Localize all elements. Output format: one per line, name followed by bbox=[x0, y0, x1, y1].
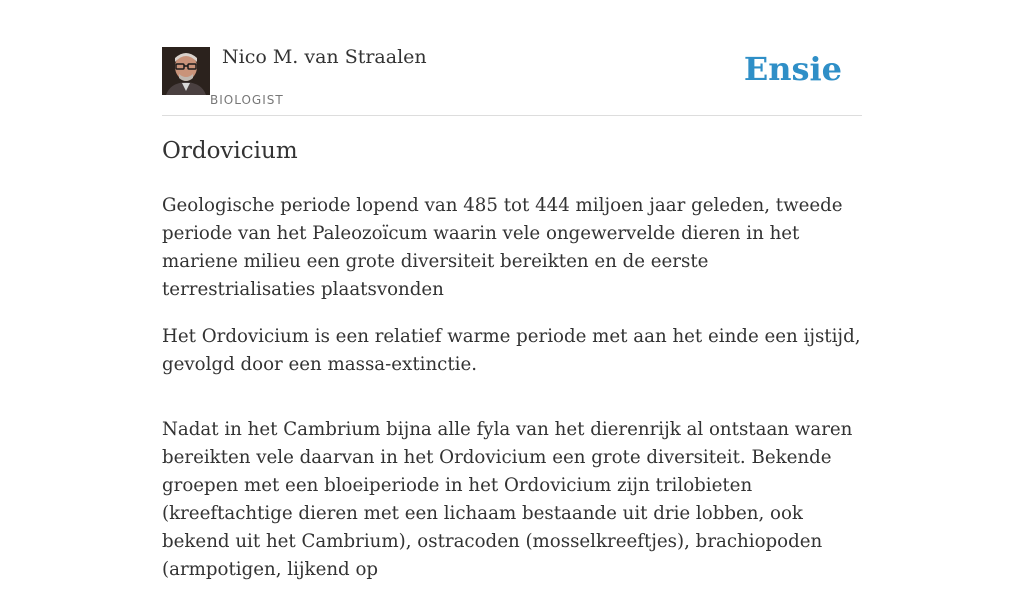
definition-paragraph: Geologische periode lopend van 485 tot 444 miljoen jaar geleden, tweede periode van het Paleozoïcum waarin vele ongewervelde dieren in het mariene milieu een grote diversiteit bereikten en de eerste terrestrialisaties plaatsvonden bbox=[162, 195, 843, 300]
body-paragraph: Nadat in het Cambrium bijna alle fyla van het dierenrijk al ontstaan waren bereikten vele daarvan in het Ordovicium een grote diversiteit. Bekende groepen met een bloeiperiode in het Ordovicium zijn trilobieten (kreeftachtige dieren met een lichaam bestaande uit drie lobben, ook bekend uit het Cambrium), ostracoden (mosselkreeftjes), brachiopoden (armpotigen, lijkend op bbox=[162, 419, 853, 580]
author-header bbox=[162, 40, 862, 116]
author-name[interactable]: Nico M. van Straalen bbox=[222, 46, 427, 68]
body-paragraph: Het Ordovicium is een relatief warme periode met aan het einde een ijstijd, gevolgd door een massa-extinctie. bbox=[162, 326, 861, 375]
author-avatar[interactable] bbox=[162, 47, 210, 95]
article-body bbox=[162, 192, 862, 603]
author-portrait-icon bbox=[162, 47, 210, 95]
author-role: BIOLOGIST bbox=[210, 93, 284, 107]
article-title: Ordovicium bbox=[162, 138, 298, 164]
ensie-logo-link[interactable]: Ensie bbox=[743, 50, 842, 88]
